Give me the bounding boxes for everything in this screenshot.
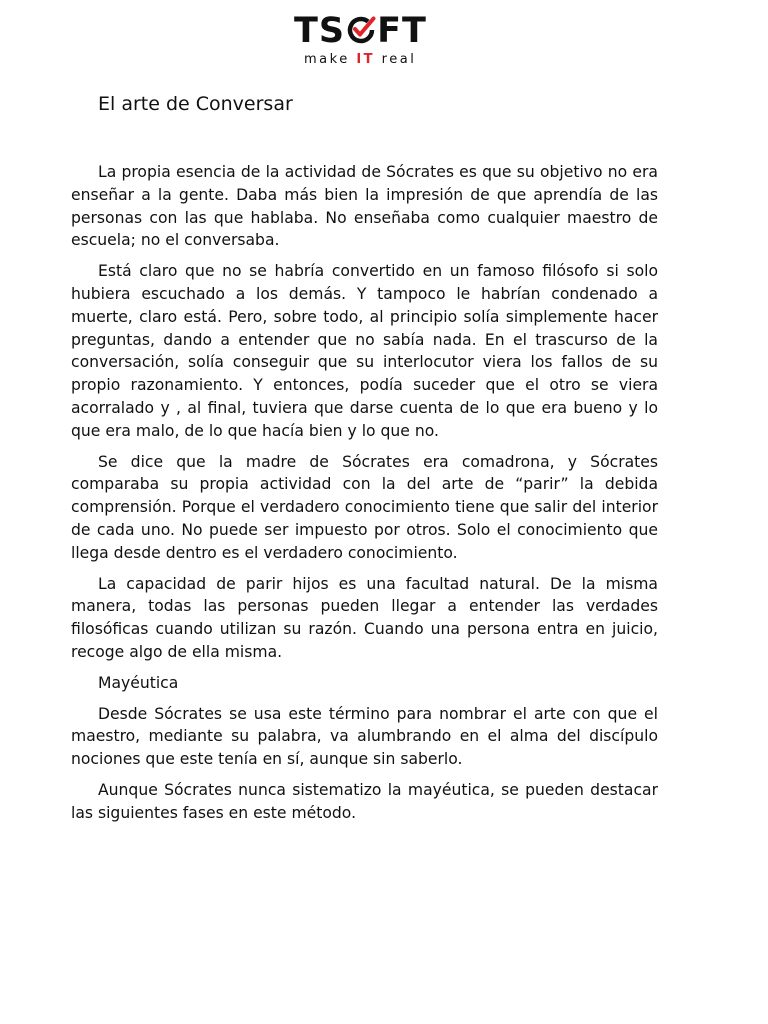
document-title: El arte de Conversar <box>98 93 293 115</box>
section-heading-mayeutica: Mayéutica <box>98 673 179 692</box>
logo-text-left: TS <box>294 11 346 51</box>
logo-wordmark <box>294 12 427 50</box>
paragraph-1: La propia esencia de la actividad de Sócrates es que su objetivo no era enseñar a la gente. Daba más bien la impresión de que aprendía de las personas con las que hablaba. No enseñaba como cualquier maestro de escuela; no el conversaba. <box>71 163 658 250</box>
tsoft-logo <box>294 12 436 68</box>
paragraph-4: La capacidad de parir hijos es una facultad natural. De la misma manera, todas las personas pueden llegar a entender las verdades filosóficas cuando utilizan su razón. Cuando una persona entra en juicio, recoge algo de ella misma. <box>71 574 658 661</box>
paragraph-2: Está claro que no se habría convertido en un famoso filósofo si solo hubiera escuchado a los demás. Y tampoco le habrían condenado a muerte, claro está. Pero, sobre todo, al principio solía simplemente hacer preguntas, dando a entender que no sabía nada. En el trascurso de la conversación, solía conseguir que su interlocutor viera los fallos de su propio razonamiento. Y entonces, podía suceder que el otro se viera acorralado y , al final, tuviera que darse cuenta de lo que era bueno y lo que era malo, de lo que hacía bien y lo que no. <box>71 262 658 440</box>
checkmark-o-icon <box>346 15 376 45</box>
paragraph-6: Aunque Sócrates nunca sistematizo la mayéutica, se pueden destacar las siguientes fases en este método. <box>71 780 658 822</box>
logo-tagline-it: IT <box>356 52 376 67</box>
paragraph-5: Desde Sócrates se usa este término para nombrar el arte con que el maestro, mediante su palabra, va alumbrando en el alma del discípulo nociones que este tenía en sí, aunque sin saberlo. <box>71 704 658 769</box>
logo-text-right: FT <box>377 11 427 51</box>
document-body <box>71 161 658 833</box>
paragraph-3: Se dice que la madre de Sócrates era comadrona, y Sócrates comparaba su propia actividad con la del arte de “parir” la debida comprensión. Porque el verdadero conocimiento tiene que salir del interior de cada uno. No puede ser impuesto por otros. Solo el conocimiento que llega desde dentro es el verdadero conocimiento. <box>71 452 658 562</box>
logo-tagline: make IT real <box>304 52 417 67</box>
